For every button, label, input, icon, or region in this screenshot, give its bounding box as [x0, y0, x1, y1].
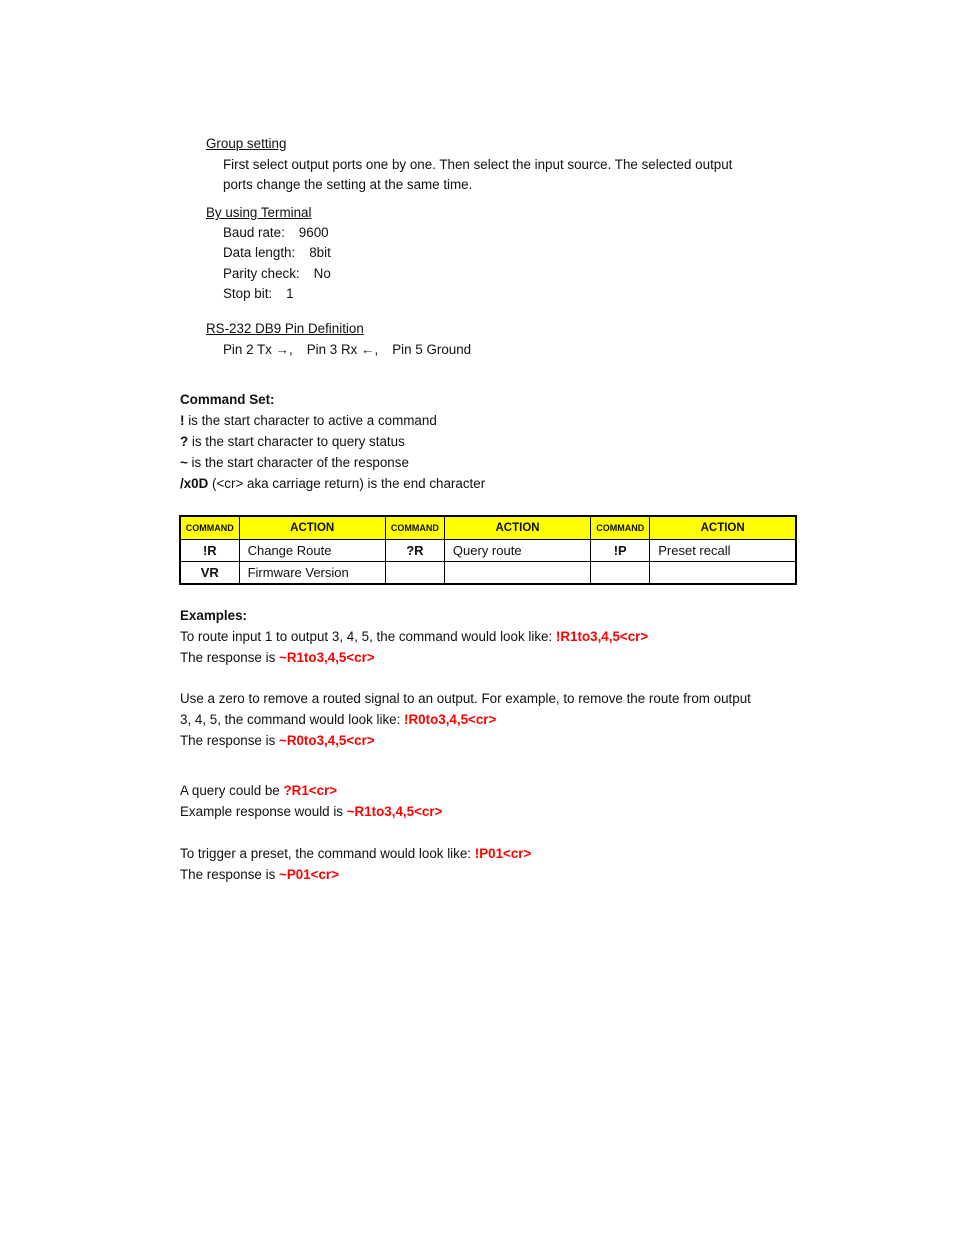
table-row: [180, 562, 796, 585]
command-desc: (<cr> aka carriage return) is the end character: [208, 476, 486, 491]
terminal-row-stop-bit: [223, 287, 294, 300]
example-4: [180, 847, 531, 860]
example-4-response: [180, 868, 339, 881]
table-cell-command: VR: [180, 562, 239, 585]
command-table: [179, 515, 797, 585]
example-1-response: [180, 651, 375, 664]
table-header-command: COMMAND: [180, 516, 239, 540]
example-text: To route input 1 to output 3, 4, 5, the command would look like:: [180, 629, 556, 644]
table-cell-command: [385, 562, 444, 585]
terminal-label: Baud rate:: [223, 225, 285, 240]
command-key: ?: [180, 434, 189, 449]
table-row: [180, 540, 796, 562]
separator: ,: [374, 342, 379, 357]
example-2: [180, 713, 496, 726]
table-header-action: ACTION: [239, 516, 385, 540]
table-header-action: ACTION: [444, 516, 590, 540]
command-desc: is the start character to active a command: [184, 413, 437, 428]
example-response: ~R1to3,4,5<cr>: [279, 650, 375, 665]
pin-5-label: Pin 5 Ground: [392, 342, 472, 357]
table-header-row: [180, 516, 796, 540]
terminal-row-baud: [223, 226, 329, 239]
pin-definition-line: [223, 343, 471, 356]
example-response: ~P01<cr>: [279, 867, 339, 882]
example-2-line-1: Use a zero to remove a routed signal to an output. For example, to remove the route from output: [180, 691, 751, 706]
table-cell-command: ?R: [385, 540, 444, 562]
example-command: ?R1<cr>: [283, 783, 338, 798]
command-set-item: [180, 414, 437, 427]
terminal-value: 8bit: [309, 245, 331, 260]
example-command: !R1to3,4,5<cr>: [555, 629, 649, 644]
table-cell-action: Query route: [444, 540, 590, 562]
arrow-right-icon: →: [275, 342, 289, 357]
example-text: Example response would is: [180, 804, 347, 819]
example-3: [180, 784, 337, 797]
command-desc: is the start character to query status: [188, 434, 405, 449]
terminal-label: Stop bit:: [223, 286, 273, 301]
example-response: ~R0to3,4,5<cr>: [279, 733, 375, 748]
terminal-label: Parity check:: [223, 266, 300, 281]
example-text: The response is: [180, 650, 279, 665]
example-text: 3, 4, 5, the command would look like:: [180, 712, 405, 727]
example-command: !P01<cr>: [474, 846, 532, 861]
table-cell-command: !P: [591, 540, 650, 562]
table-cell-action: Change Route: [239, 540, 385, 562]
table-cell-action: [444, 562, 590, 585]
example-text: A query could be: [180, 783, 284, 798]
separator: ,: [289, 342, 293, 357]
command-set-item: [180, 456, 409, 469]
terminal-value: 1: [286, 286, 294, 301]
terminal-row-parity: [223, 267, 331, 280]
example-response: ~R1to3,4,5<cr>: [346, 804, 443, 819]
pin-definition-heading: RS-232 DB9 Pin Definition: [206, 321, 364, 336]
command-desc: is the start character of the response: [187, 455, 409, 470]
table-cell-command: !R: [180, 540, 239, 562]
command-key: ~: [180, 455, 188, 470]
terminal-value: 9600: [298, 225, 329, 240]
command-set-item: [180, 477, 485, 490]
terminal-label: Data length:: [223, 245, 296, 260]
terminal-row-data-length: [223, 246, 331, 259]
table-cell-action: [650, 562, 796, 585]
examples-heading: Examples:: [180, 608, 247, 623]
table-cell-action: Preset recall: [650, 540, 796, 562]
table-header-command: COMMAND: [385, 516, 444, 540]
terminal-value: No: [313, 266, 331, 281]
group-setting-line-1: First select output ports one by one. Then select the input source. The selected output: [223, 157, 733, 172]
table-header-command: COMMAND: [591, 516, 650, 540]
pin-3-label: Pin 3 Rx: [306, 342, 358, 357]
example-2-response: [180, 734, 375, 747]
terminal-heading: By using Terminal: [206, 205, 312, 220]
table-cell-action: Firmware Version: [239, 562, 385, 585]
example-text: To trigger a preset, the command would look like:: [180, 846, 475, 861]
pin-2-label: Pin 2 Tx: [223, 342, 272, 357]
command-set-heading: Command Set:: [180, 392, 275, 407]
example-3-response: [180, 805, 442, 818]
example-text: The response is: [180, 733, 279, 748]
example-1: [180, 630, 648, 643]
command-key: !: [180, 413, 185, 428]
command-set-item: [180, 435, 405, 448]
command-key: /x0D: [180, 476, 209, 491]
table-cell-command: [591, 562, 650, 585]
example-command: !R0to3,4,5<cr>: [404, 712, 497, 727]
example-text: The response is: [180, 867, 279, 882]
table-header-action: ACTION: [650, 516, 796, 540]
group-setting-line-2: ports change the setting at the same time.: [223, 177, 473, 192]
group-setting-heading: Group setting: [206, 136, 287, 151]
arrow-left-icon: ←: [361, 342, 375, 357]
